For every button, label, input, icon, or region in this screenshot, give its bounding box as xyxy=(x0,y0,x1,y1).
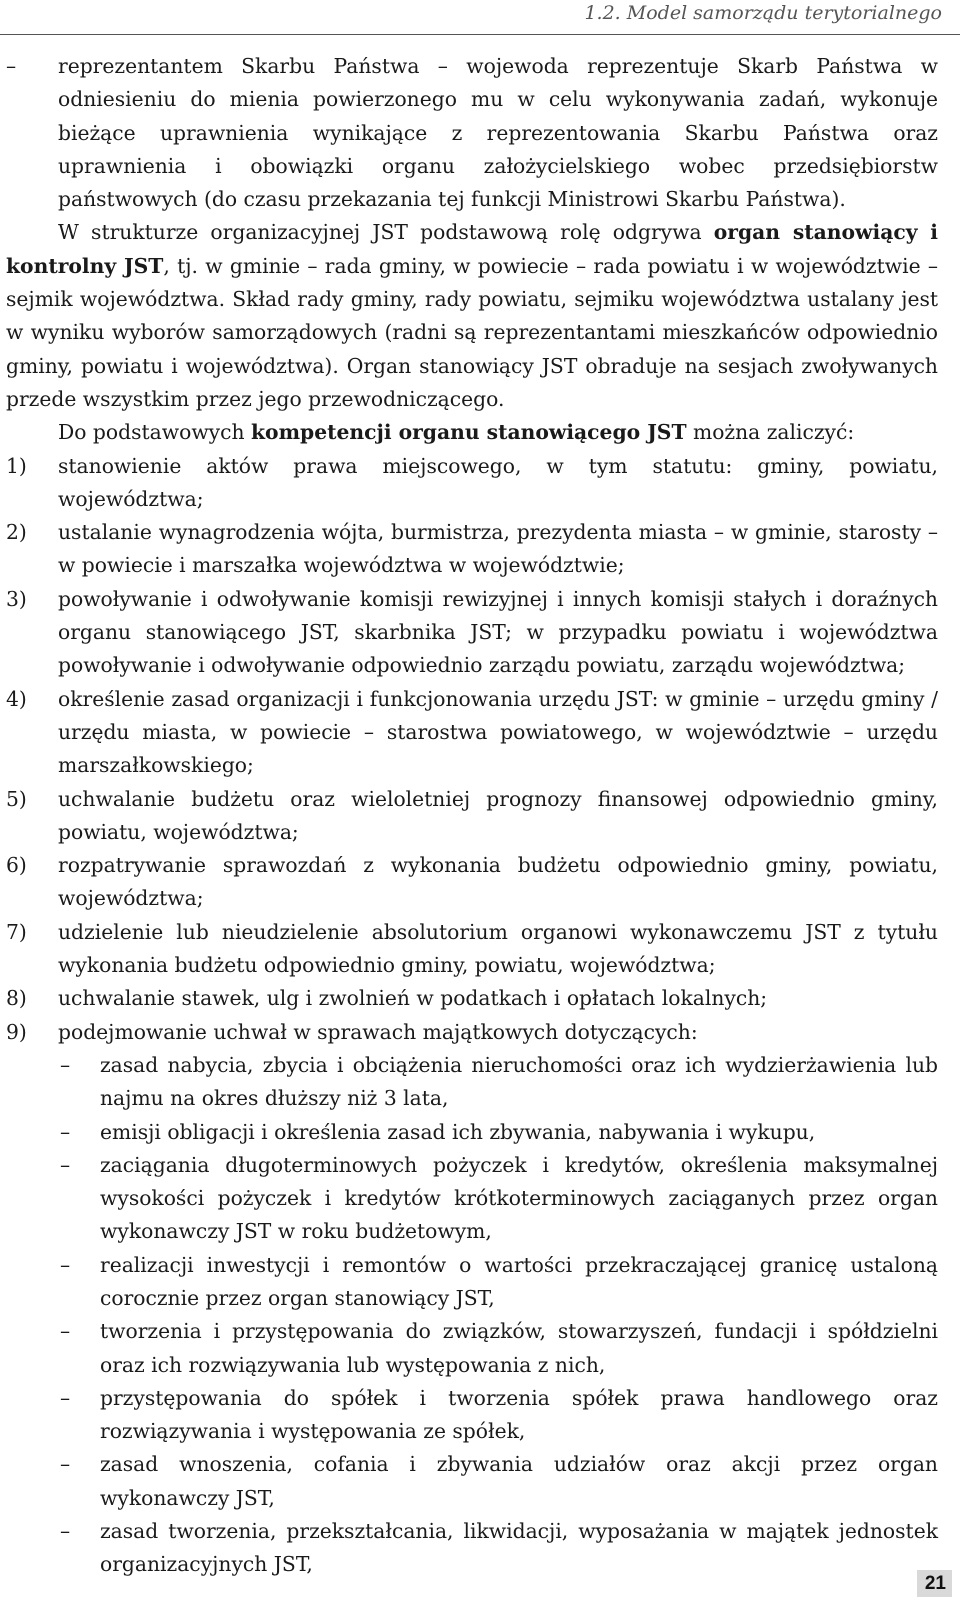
list-item xyxy=(6,683,938,783)
sub-list-item xyxy=(58,1149,938,1249)
item-text: uchwalanie stawek, ulg i zwolnień w podatkach i opłatach lokalnych; xyxy=(58,986,768,1011)
list-item xyxy=(6,982,938,1015)
list-item xyxy=(6,849,938,916)
sub-list-item xyxy=(58,1315,938,1382)
sub-list-item xyxy=(58,1249,938,1316)
item-number: 1) xyxy=(6,453,27,478)
item-text: rozpatrywanie sprawozdań z wykonania budżetu odpowiednio gminy, powiatu, województwa; xyxy=(58,853,938,911)
item-number: 9) xyxy=(6,1019,27,1044)
dash-marker: – xyxy=(60,1385,71,1410)
item-number: 4) xyxy=(6,686,27,711)
item-text: podejmowanie uchwał w sprawach majątkowych dotyczących: xyxy=(58,1019,698,1044)
sub-item-text: przystępowania do spółek i tworzenia spółek prawa handlowego oraz rozwiązywania i występowania ze spółek, xyxy=(100,1385,938,1444)
intro-text: reprezentantem Skarbu Państwa – wojewoda reprezentuje Skarb Państwa w odniesieniu do mienia powierzonego mu w celu wykonywania zadań, wykonuje bieżące uprawnienia wynikające z reprezentowania Skarbu Państwa oraz uprawnienia i obowiązki organu założycielskiego wobec przedsiębiorstw państwowych (do czasu przekazania tej funkcji Ministrowi Skarbu Państwa). xyxy=(58,54,938,212)
sub-list-item xyxy=(58,1448,938,1515)
sub-item-text: zasad wnoszenia, cofania i zbywania udziałów oraz akcji przez organ wykonawczy JST, xyxy=(100,1452,938,1510)
list-item xyxy=(6,516,938,583)
organ-structure-paragraph xyxy=(6,216,938,416)
competences-list xyxy=(6,450,938,1582)
sub-item-text: zasad nabycia, zbycia i obciążenia nieruchomości oraz ich wydzierżawienia lub najmu na okres dłuższy niż 3 lata, xyxy=(100,1052,938,1111)
item-text: powoływanie i odwoływanie komisji rewizyjnej i innych komisji stałych i doraźnych organu stanowiącego JST, skarbnika JST; w przypadku powiatu i województwa powoływanie i odwoływanie odpowiednio zarządu powiatu, zarządu województwa; xyxy=(58,586,938,678)
dash-marker: – xyxy=(60,1252,71,1277)
dash-marker: – xyxy=(60,1519,71,1544)
sub-item-text: tworzenia i przystępowania do związków, stowarzyszeń, fundacji i spółdzielni oraz ich rozwiązywania lub występowania z nich, xyxy=(100,1319,938,1377)
bold-term: kompetencji organu stanowiącego JST xyxy=(251,420,687,445)
list-item xyxy=(6,783,938,850)
paragraph-text: , tj. w gminie – rada gminy, w powiecie – rada powiatu i w województwie – sejmik województwa. Skład rady gminy, rady powiatu, sejmiku województwa ustalany jest w wyniku wyborów samorządowych (radni są reprezentantami mieszkańców odpowiednio gminy, powiatu i województwa). Organ stanowiący JST obraduje na sesjach zwoływanych przede wszystkim przez jego przewodniczącego. xyxy=(6,253,938,411)
item-number: 7) xyxy=(6,919,27,944)
sub-list-item xyxy=(58,1382,938,1449)
item-number: 6) xyxy=(6,853,27,878)
paragraph-text: Do podstawowych xyxy=(58,420,251,445)
list-item xyxy=(6,1016,938,1582)
sub-item-text: zasad tworzenia, przekształcania, likwidacji, wyposażania w majątek jednostek organizacyjnych JST, xyxy=(100,1519,938,1577)
dash-marker: – xyxy=(60,1152,71,1177)
dash-marker: – xyxy=(60,1119,71,1144)
item-text: stanowienie aktów prawa miejscowego, w tym statutu: gminy, powiatu, województwa; xyxy=(58,453,938,511)
property-matters-list xyxy=(58,1049,938,1582)
item-text: określenie zasad organizacji i funkcjonowania urzędu JST: w gminie – urzędu gminy / urzędu miasta, w powiecie – starostwa powiatowego, w województwie – urzędu marszałkowskiego; xyxy=(58,686,938,778)
paragraph-text: W strukturze organizacyjnej JST podstawową rolę odgrywa xyxy=(58,220,714,245)
item-number: 2) xyxy=(6,520,27,545)
item-text: uchwalanie budżetu oraz wieloletniej prognozy finansowej odpowiednio gminy, powiatu, województwa; xyxy=(58,786,938,844)
item-number: 8) xyxy=(6,986,27,1011)
dash-marker: – xyxy=(6,54,17,78)
dash-marker: – xyxy=(60,1452,71,1477)
paragraph-text: można zaliczyć: xyxy=(686,420,855,445)
sub-item-text: zaciągania długoterminowych pożyczek i kredytów, określenia maksymalnej wysokości pożyczek i kredytów krótkoterminowych zaciąganych przez organ wykonawczy JST w roku budżetowym, xyxy=(100,1152,938,1244)
sub-item-text: emisji obligacji i określenia zasad ich zbywania, nabywania i wykupu, xyxy=(100,1119,816,1144)
page-number: 21 xyxy=(917,1570,952,1597)
sub-item-text: realizacji inwestycji i remontów o wartości przekraczającej granicę ustaloną corocznie przez organ stanowiący JST, xyxy=(100,1252,938,1310)
list-item xyxy=(6,450,938,517)
competences-intro-paragraph xyxy=(6,416,938,449)
running-head: 1.2. Model samorządu terytorialnego xyxy=(584,2,942,24)
bold-term: organ stanowiący i kontrolny JST xyxy=(6,220,938,278)
item-text: ustalanie wynagrodzenia wójta, burmistrza, prezydenta miasta – w gminie, starosty – w powiecie i marszałka województwa w województwie; xyxy=(58,520,938,578)
sub-list-item xyxy=(58,1515,938,1582)
sub-list-item xyxy=(58,1049,938,1116)
item-text: udzielenie lub nieudzielenie absolutorium organowi wykonawczemu JST z tytułu wykonania budżetu odpowiednio gminy, powiatu, województwa; xyxy=(58,919,938,978)
intro-dash-paragraph xyxy=(6,50,938,216)
page-body xyxy=(6,50,938,1582)
list-item xyxy=(6,916,938,983)
dash-marker: – xyxy=(60,1319,71,1344)
item-number: 3) xyxy=(6,586,27,611)
item-number: 5) xyxy=(6,786,27,811)
sub-list-item xyxy=(58,1116,938,1149)
dash-marker: – xyxy=(60,1052,71,1077)
header-rule xyxy=(0,34,960,35)
list-item xyxy=(6,583,938,683)
